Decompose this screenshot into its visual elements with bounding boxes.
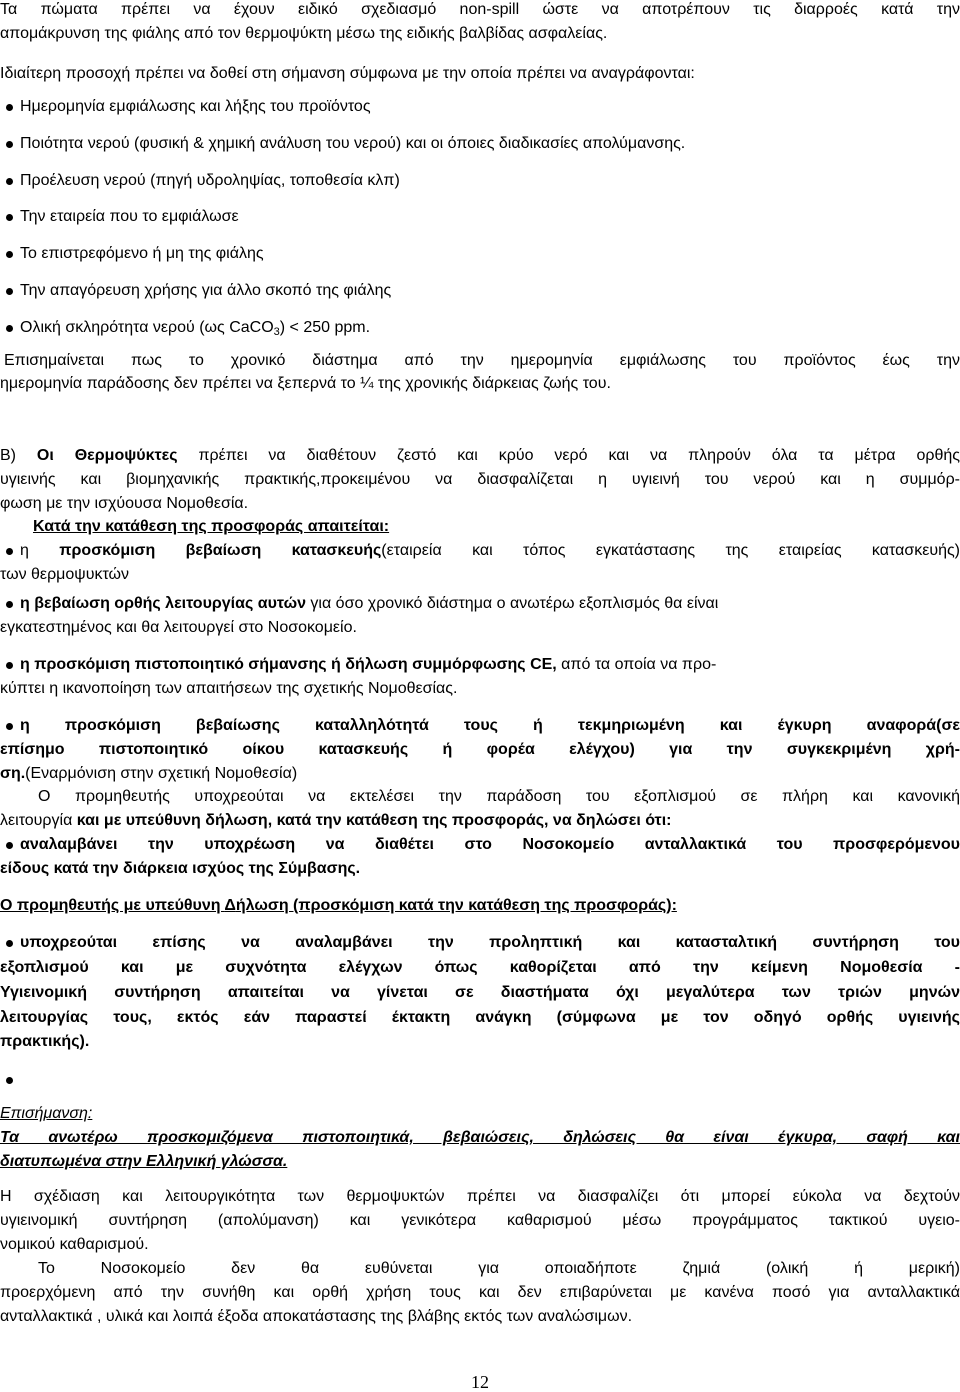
list-item: Την εταιρεία που το εμφιάλωσε [0,207,960,227]
declaration-heading: Ο προμηθευτής με υπεύθυνη Δήλωση (προσκόμιση κατά την κατάθεση της προσφοράς): [0,897,677,914]
bullet-icon [6,178,13,185]
notice-line-2: διατυπωμένα στην Ελληνική γλώσσα. [0,1153,288,1170]
bullet-icon [6,940,13,947]
requirement-4-cont-2: ση.(Εναρμόνιση στην σχετική Νομοθεσία) [0,765,298,782]
bullet-icon [6,601,13,608]
section-b-line-1: Β) Οι Θερμοψύκτες πρέπει να διαθέτουν ζεστό και κρύο νερό και να πληρούν όλα τα μέτρα ορθής [0,447,960,464]
requirement-3: η προσκόμιση πιστοποιητικό σήμανσης ή δήλωση συμμόρφωσης CE, από τα οποία να προ- [0,655,960,675]
liability-line-3: ανταλλακτικά , υλικά και λοιπά έξοδα αποκατάστασης της βλάβης εκτός των αναλώσιμων. [0,1308,633,1325]
bullet-icon [6,548,13,555]
bullet-icon [6,723,13,730]
requirement-2: η βεβαίωση ορθής λειτουργίας αυτών για όσο χρονικό διάστημα ο ανωτέρω εξοπλισμός θα είναι [0,594,960,614]
bullet-icon [6,325,13,332]
list-item: Την απαγόρευση χρήσης για άλλο σκοπό της φιάλης [0,281,960,301]
note-line-2: ημερομηνία παράδοσης δεν πρέπει να ξεπερνά το ¼ της χρονικής διάρκειας ζωής του. [0,375,611,392]
declaration-line-2: εξοπλισμού και με συχνότητα ελέγχων όπως καθορίζεται από την κείμενη Νομοθεσία - [0,959,960,976]
list-item: Ημερομηνία εμφιάλωσης και λήξης του προϊόντος [0,97,960,117]
requirement-1: η προσκόμιση βεβαίωση κατασκευής(εταιρεία και τόπος εγκατάστασης της εταιρείας κατασκευής) [0,541,960,561]
list-item: Προέλευση νερού (πηγή υδροληψίας, τοποθεσία κλπ) [0,171,960,191]
section-b-subheading: Κατά την κατάθεση της προσφοράς απαιτείται: [33,518,390,535]
requirement-2-cont: εγκατεστημένος και θα λειτουργεί στο Νοσοκομείο. [0,619,357,636]
note-line-1: Επισημαίνεται πως το χρονικό διάστημα από την ημερομηνία εμφιάλωσης του προϊόντος έως την [4,352,960,369]
requirement-1-cont: των θερμοψυκτών [0,566,130,583]
bullet-icon [6,288,13,295]
supplier-bullet: αναλαμβάνει την υποχρέωση να διαθέτει στο Νοσοκομείο ανταλλακτικά του προσφερόμενου [0,835,960,855]
bullet-icon [6,104,13,111]
intro-line-3: Ιδιαίτερη προσοχή πρέπει να δοθεί στη σήμανση σύμφωνα με την οποία πρέπει να αναγράφονται: [0,65,695,82]
page-number: 12 [471,1372,489,1392]
liability-line-2: προερχόμενη από την συνήθη και ορθή χρήση τους και δεν επιβαρύνεται με κανένα ποσό για ανταλλακτικά [0,1284,960,1301]
supplier-line-2: λειτουργία και με υπεύθυνη δήλωση, κατά την κατάθεση της προσφοράς, να δηλώσει ότι: [0,812,672,829]
list-item: Ποιότητα νερού (φυσική & χημική ανάλυση του νερού) και οι όποιες διαδικασίες απολύμανσης. [0,134,960,154]
section-b-lead: Οι Θερμοψύκτες [36,447,178,464]
intro-line-1: Τα πώματα πρέπει να έχουν ειδικό σχεδιασμό non-spill ώστε να αποτρέπουν τις διαρροές κατά την [0,1,960,18]
notice-line-1: Τα ανωτέρω προσκομιζόμενα πιστοποιητικά, βεβαιώσεις, δηλώσεις θα είναι έγκυρα, σαφή και [0,1129,960,1146]
requirement-3-cont: κύπτει η ικανοποίηση των απαιτήσεων της σχετικής Νομοθεσίας. [0,680,458,697]
supplier-line-1: Ο προμηθευτής υποχρεούται να εκτελέσει την παράδοση του εξοπλισμού σε πλήρη και κανονική [38,788,960,805]
section-b-line-2: υγιεινής και βιομηχανικής πρακτικής,προκειμένου να διασφαλίζεται η υγιεινή του νερού και η συμμόρ- [0,471,960,488]
declaration-line-5: πρακτικής). [0,1033,90,1050]
requirement-4: η προσκόμιση βεβαίωσης καταλληλότητά τους ή τεκμηριωμένη και έγκυρη αναφορά(σε [0,716,960,736]
bullet-icon [6,842,13,849]
bullet-icon [6,214,13,221]
bullet-icon [6,141,13,148]
list-item: Ολική σκληρότητα νερού (ως CaCO$_3$) < 250 ppm. [0,318,960,338]
design-line-3: νομικού καθαρισμού. [0,1236,149,1253]
notice-label: Επισήμανση: [0,1105,93,1122]
design-line-1: Η σχέδιαση και λειτουργικότητα των θερμοψυκτών πρέπει να διασφαλίζει ότι μπορεί εύκολα να δεχτούν [0,1188,960,1205]
bullet-icon [6,662,13,669]
design-line-2: υγιεινομική συντήρηση (απολύμανση) και γενικότερα καθαρισμού μέσω προγράμματος τακτικού υγειο- [0,1212,960,1229]
intro-line-2: απομάκρυνση της φιάλης από τον θερμοψύκτη μέσω της ειδικής βαλβίδας ασφαλείας. [0,25,608,42]
bullet-icon [6,1077,13,1084]
section-b-line-3: φωση με την ισχύουσα Νομοθεσία. [0,495,249,512]
declaration-bullet: υποχρεούται επίσης να αναλαμβάνει την προληπτική και κατασταλτική συντήρηση του [0,933,960,953]
supplier-bullet-cont: είδους κατά την διάρκεια ισχύος της Σύμβασης. [0,860,361,877]
bullet-icon [6,251,13,258]
declaration-line-3: Υγιεινομική συντήρηση απαιτείται να γίνεται σε διαστήματα όχι μεγαλύτερα των τριών μηνών [0,984,960,1001]
list-item: Το επιστρεφόμενο ή μη της φιάλης [0,244,960,264]
requirement-4-cont: επίσημο πιστοποιητικό οίκου κατασκευής ή φορέα ελέγχου) για την συγκεκριμένη χρή- [0,741,960,758]
liability-line-1: Το Νοσοκομείο δεν θα ευθύνεται για οποιαδήποτε ζημιά (ολική ή μερική) [38,1260,960,1277]
declaration-line-4: λειτουργίας τους, εκτός εάν παραστεί έκτακτη ανάγκη (σύμφωνα με τον οδηγό ορθής υγιεινής [0,1009,960,1026]
